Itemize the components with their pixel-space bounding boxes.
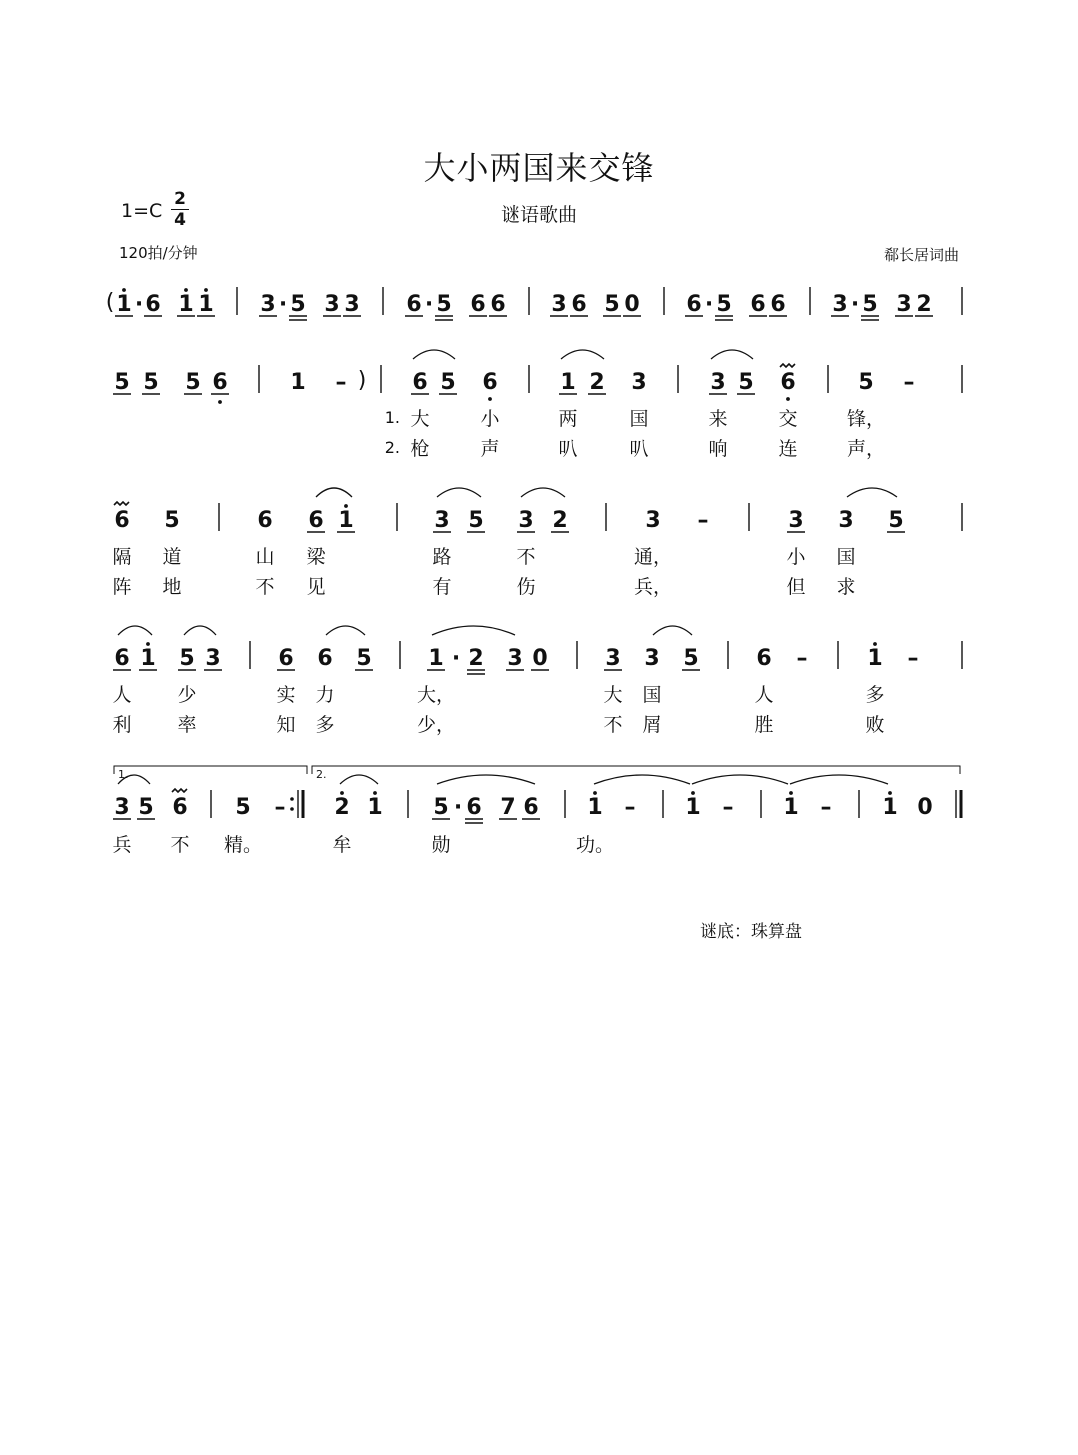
lyric-syllable: 小 [786,546,806,568]
lyric-syllable: 不 [603,714,623,736]
note: 6 [406,292,422,317]
lyric-syllable: 求 [836,576,856,598]
lyric-syllable: 勋 [431,834,451,856]
lyric-syllable: 地 [162,576,182,598]
time-signature-bottom: 4 [174,210,186,230]
slur [847,488,897,497]
volta-label: 2. [316,768,327,781]
octave-up-dot [888,791,892,795]
note: 6 [145,292,161,317]
slur [437,775,535,784]
note: · [134,292,144,317]
note: 0 [624,292,640,317]
note: 1 [685,795,701,820]
note: 5 [858,370,874,395]
note: 2 [334,795,350,820]
note: 3 [260,292,276,317]
note: 3 [507,646,523,671]
note: 2 [916,292,932,317]
ornament-mark [114,502,129,505]
slur [711,350,753,359]
lyric-syllable: 兵 [112,834,132,856]
slur [432,626,515,635]
slur [413,350,455,359]
repeat-dot [290,807,294,811]
paren-mark: ( [105,290,115,315]
lyric-syllable: 少 [177,684,197,706]
note: 6 [308,508,324,533]
note: 5 [356,646,372,671]
ornament-mark [780,364,795,367]
lyric-syllable: 隔 [112,546,132,568]
lyric-syllable: 梁 [306,546,326,568]
verse-number: 1. [384,408,400,427]
slur [118,626,152,635]
lyric-syllable: 精。 [223,834,263,856]
note: 3 [896,292,912,317]
slur [653,626,692,635]
note: 1 [428,646,444,671]
slur [561,350,604,359]
note: 2 [468,646,484,671]
note: 6 [257,508,273,533]
note: 5 [164,508,180,533]
note: 6 [490,292,506,317]
note: 1 [783,795,799,820]
note: 3 [605,646,621,671]
note: 5 [179,646,195,671]
time-signature-top: 2 [174,189,186,209]
octave-up-dot [122,288,126,292]
song-subtitle: 谜语歌曲 [500,204,577,226]
key-signature: 1=C [121,200,163,222]
lyric-syllable: 伤 [516,576,536,598]
note: 6 [523,795,539,820]
octave-up-dot [789,791,793,795]
paren-mark: ) [357,368,367,393]
slur [692,775,788,784]
note: 3 [631,370,647,395]
volta-bracket [312,766,960,774]
repeat-dot [290,797,294,801]
octave-up-dot [204,288,208,292]
note: 5 [235,795,251,820]
note: 5 [683,646,699,671]
lyric-syllable: 声 [480,438,500,460]
note: 1 [882,795,898,820]
note: 5 [440,370,456,395]
note: 3 [838,508,854,533]
octave-up-dot [373,791,377,795]
note: 0 [532,646,548,671]
note: · [704,292,714,317]
note: 5 [290,292,306,317]
note: · [850,292,860,317]
note: 6 [172,795,188,820]
note: – [903,370,915,395]
note: 6 [466,795,482,820]
lyric-syllable: 叭 [629,438,649,460]
note: – [820,795,832,820]
note: 5 [433,795,449,820]
note: – [796,646,808,671]
note: 6 [686,292,702,317]
note: 1 [367,795,383,820]
note: – [697,508,709,533]
lyric-syllable: 但 [786,576,806,598]
lyric-syllable: 功。 [575,834,615,856]
note: 5 [185,370,201,395]
lyric-syllable: 小 [480,408,500,430]
tempo-marking: 120拍/分钟 [119,244,198,262]
note: – [624,795,636,820]
note: 1 [587,795,603,820]
note: 5 [114,370,130,395]
note: 3 [645,508,661,533]
verse-number: 2. [384,438,400,457]
lyric-syllable: 叭 [558,438,578,460]
slur [521,488,565,497]
note: 5 [143,370,159,395]
note: 3 [644,646,660,671]
note: 3 [434,508,450,533]
lyric-syllable: 实 [276,684,296,706]
note: 5 [436,292,452,317]
lyric-syllable: 率 [177,714,197,736]
note: 1 [290,370,306,395]
lyric-syllable: 锋， [846,408,886,430]
note: 1 [116,292,132,317]
lyric-syllable: 人 [112,684,132,706]
lyric-syllable: 利 [112,714,132,736]
lyric-syllable: 胜 [754,714,774,736]
lyric-syllable: 交 [778,408,798,430]
octave-up-dot [146,642,150,646]
lyric-syllable: 声， [846,438,886,460]
lyric-syllable: 国 [642,684,662,706]
note: 1 [198,292,214,317]
note: – [722,795,734,820]
octave-up-dot [344,504,348,508]
song-title: 大小两国来交锋 [423,149,655,187]
note: 6 [278,646,294,671]
octave-down-dot [488,397,492,401]
lyric-syllable: 不 [170,834,190,856]
lyric-syllable: 牟 [332,834,352,856]
note: 1 [867,646,883,671]
note: 3 [324,292,340,317]
note: 1 [140,646,156,671]
note: 5 [862,292,878,317]
lyric-syllable: 枪 [410,438,430,460]
note: 3 [205,646,221,671]
octave-down-dot [786,397,790,401]
note: 6 [780,370,796,395]
lyric-syllable: 大 [410,408,430,430]
octave-up-dot [340,791,344,795]
note: – [274,795,286,820]
note: · [278,292,288,317]
octave-up-dot [691,791,695,795]
lyric-syllable: 国 [629,408,649,430]
lyric-syllable: 知 [276,714,296,736]
note: 1 [560,370,576,395]
note: 3 [551,292,567,317]
note: 3 [832,292,848,317]
note: 6 [412,370,428,395]
lyric-syllable: 不 [516,546,536,568]
note: 1 [178,292,194,317]
note: 5 [716,292,732,317]
lyric-syllable: 阵 [112,576,132,598]
slur [184,626,216,635]
note: – [335,370,347,395]
slur [326,626,365,635]
note: 0 [917,795,933,820]
note: 2 [589,370,605,395]
octave-up-dot [593,791,597,795]
lyric-syllable: 来 [708,408,728,430]
lyric-syllable: 多 [315,714,335,736]
note: 6 [770,292,786,317]
volta-bracket [114,766,307,774]
lyric-syllable: 路 [432,546,452,568]
note: 6 [482,370,498,395]
lyric-syllable: 连 [778,438,798,460]
note: 7 [500,795,516,820]
lyric-syllable: 响 [708,438,728,460]
lyric-syllable: 兵， [633,576,673,598]
note: 6 [317,646,333,671]
lyric-syllable: 不 [255,576,275,598]
note: 3 [518,508,534,533]
lyric-syllable: 有 [432,576,452,598]
riddle-answer: 谜底：珠算盘 [700,922,802,942]
slur [790,775,888,784]
note: 5 [138,795,154,820]
note: · [453,795,463,820]
note: 6 [571,292,587,317]
note: 5 [604,292,620,317]
note: 3 [344,292,360,317]
note: 3 [788,508,804,533]
note: 6 [114,508,130,533]
lyric-syllable: 山 [255,546,275,568]
note: 6 [212,370,228,395]
slur [437,488,481,497]
lyric-syllable: 屑 [642,714,662,736]
composer-credit: 郗长居词曲 [883,246,959,264]
note: 3 [114,795,130,820]
lyric-syllable: 通， [633,546,673,568]
note: 5 [738,370,754,395]
volta-label: 1. [118,768,129,781]
note: – [907,646,919,671]
note: 6 [750,292,766,317]
note: 1 [338,508,354,533]
lyric-syllable: 大 [603,684,623,706]
note: · [451,646,461,671]
slur [594,775,690,784]
lyric-syllable: 道 [162,546,182,568]
octave-up-dot [184,288,188,292]
lyric-syllable: 少， [416,714,456,736]
ornament-mark [172,789,187,792]
slur [316,488,352,497]
lyric-syllable: 败 [865,714,885,736]
note: · [424,292,434,317]
note: 5 [468,508,484,533]
note: 3 [710,370,726,395]
note: 6 [114,646,130,671]
octave-up-dot [873,642,877,646]
lyric-syllable: 两 [558,408,578,430]
lyric-syllable: 力 [315,684,335,706]
slur [340,775,378,784]
lyric-syllable: 大， [416,684,456,706]
note: 2 [552,508,568,533]
lyric-syllable: 见 [306,576,326,598]
note: 5 [888,508,904,533]
note: 6 [756,646,772,671]
lyric-syllable: 国 [836,546,856,568]
note: 6 [470,292,486,317]
octave-down-dot [218,400,222,404]
lyric-syllable: 多 [865,684,885,706]
lyric-syllable: 人 [754,684,774,706]
